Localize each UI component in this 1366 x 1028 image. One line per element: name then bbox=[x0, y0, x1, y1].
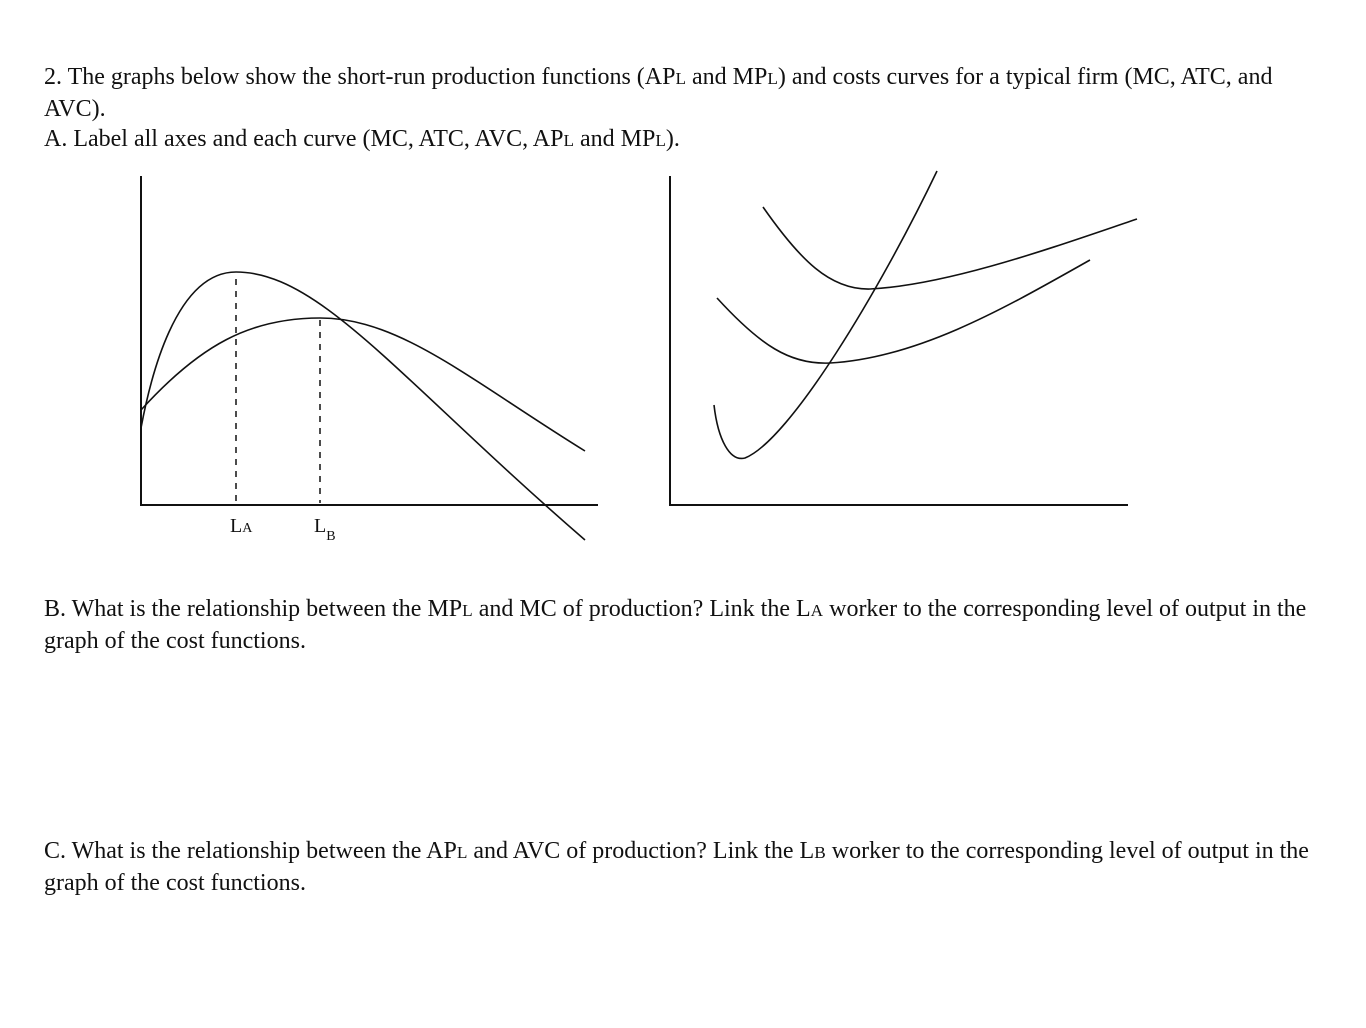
part-b-text-pre: B. What is the relationship between the MP bbox=[44, 596, 463, 622]
part-a-subscript-1: L bbox=[563, 131, 575, 150]
part-b-subscript-2: A bbox=[810, 601, 824, 620]
question-part-c bbox=[44, 836, 1334, 899]
part-a-text-mid: and MP bbox=[574, 126, 656, 152]
part-c-subscript-2: B bbox=[814, 843, 826, 862]
part-c-text-pre: C. What is the relationship between the AP bbox=[44, 838, 457, 864]
production-graph bbox=[140, 176, 598, 544]
mpl-curve bbox=[141, 272, 585, 540]
intro-text-post: ) and costs curves for a typical firm (MC, ATC, and AVC). bbox=[44, 64, 1273, 122]
part-c-subscript-1: L bbox=[456, 843, 468, 862]
avc-curve bbox=[717, 260, 1090, 363]
part-a-text-post: ). bbox=[665, 126, 680, 152]
atc-curve bbox=[763, 207, 1137, 289]
part-a-text-pre: A. Label all axes and each curve (MC, ATC, AVC, AP bbox=[44, 126, 564, 152]
intro-subscript-2: L bbox=[767, 69, 778, 88]
intro-text-mid: and MP bbox=[686, 64, 768, 90]
cost-graph bbox=[669, 171, 1137, 506]
mc-curve bbox=[714, 171, 937, 458]
question-part-b bbox=[44, 594, 1334, 657]
lb-tick-label: $L_B$ bbox=[314, 515, 336, 544]
part-b-text-mid: and MC of production? Link the L bbox=[472, 596, 811, 622]
intro-text-pre: 2. The graphs below show the short-run production functions (AP bbox=[44, 64, 676, 90]
part-b-text-post: worker to the corresponding level of output in the graph of the cost functions. bbox=[44, 596, 1307, 654]
la-tick-label: LA bbox=[230, 515, 253, 537]
intro-subscript-1: L bbox=[675, 69, 687, 88]
part-c-text-post: worker to the corresponding level of output in the graph of the cost functions. bbox=[44, 838, 1309, 896]
part-c-text-mid: and AVC of production? Link the L bbox=[467, 838, 815, 864]
part-a-subscript-2: L bbox=[655, 131, 666, 150]
part-b-subscript-1: L bbox=[462, 601, 473, 620]
